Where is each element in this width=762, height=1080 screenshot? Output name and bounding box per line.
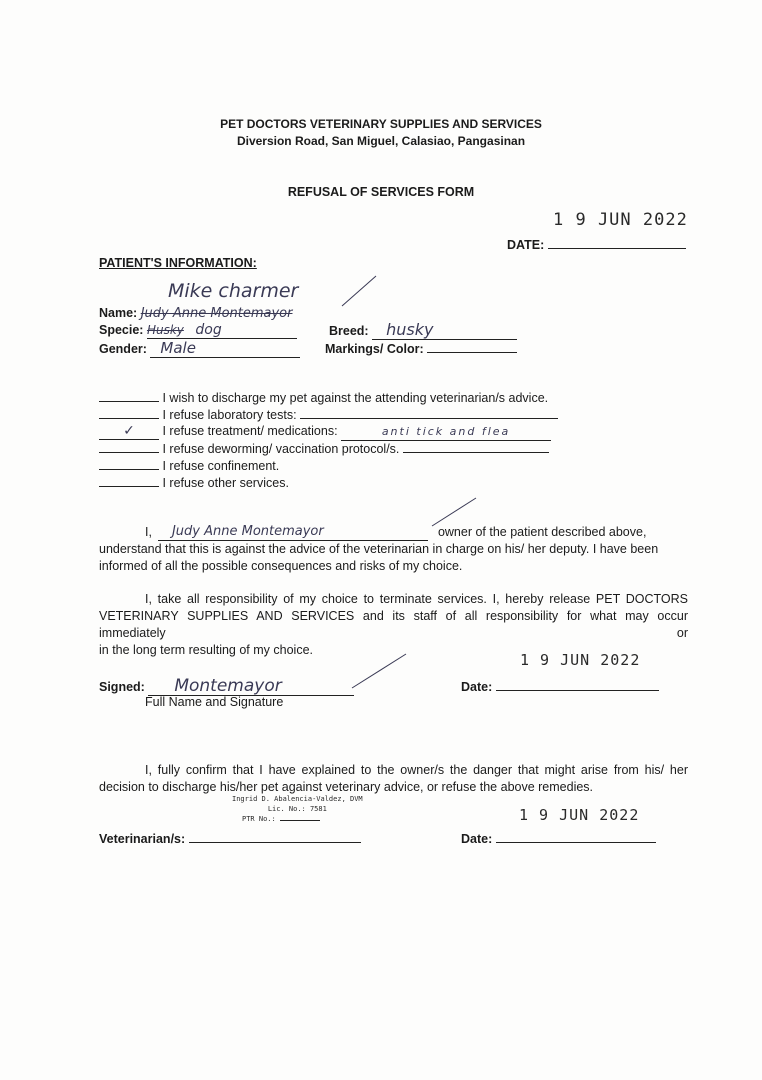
refusal-text: I refuse deworming/ vaccination protocol/s. xyxy=(162,442,400,456)
signed-date-stamp: 1 9 JUN 2022 xyxy=(520,651,641,669)
refusal-text: I refuse confinement. xyxy=(162,459,280,473)
signed-date-label: Date: xyxy=(461,680,493,694)
refusal-fill-value: anti tick and flea xyxy=(381,425,511,438)
refusal-fill-line xyxy=(403,440,549,453)
gender-field[interactable] xyxy=(99,340,300,358)
refusal-item[interactable] xyxy=(99,389,558,406)
breed-field[interactable] xyxy=(329,322,517,340)
refusal-fill-line xyxy=(300,406,558,419)
refusal-text: I refuse treatment/ medications: xyxy=(162,424,338,438)
refusal-item[interactable] xyxy=(99,423,558,440)
gender-value: Male xyxy=(160,339,196,357)
owner-name-handwritten: Judy Anne Montemayor xyxy=(171,524,324,539)
markings-line xyxy=(427,340,517,353)
vet-date-label: Date: xyxy=(461,832,493,846)
vet-license-stamp: Ingrid D. Abalencia-Valdez, DVM Lic. No.: 7581 PTR No.: xyxy=(232,795,363,823)
markings-field[interactable] xyxy=(325,340,517,357)
patient-info-heading: PATIENT'S INFORMATION: xyxy=(99,256,257,270)
specie-struck-value: Husky xyxy=(146,323,184,337)
refusal-item[interactable] xyxy=(99,406,558,423)
refusal-list xyxy=(99,389,558,491)
specie-field[interactable] xyxy=(99,322,297,339)
checkmark-icon: ✓ xyxy=(123,423,135,439)
owner-name-field[interactable] xyxy=(158,523,428,541)
organization-name: PET DOCTORS VETERINARY SUPPLIES AND SERVICES xyxy=(220,117,542,131)
owner-statement: I, Judy Anne Montemayor owner of the patient described above, understand that this is against the advice of the veterinarian in charge on his/ her deputy. I have been informed of all the possible consequences and risks of my choice. xyxy=(99,524,659,573)
specie-label: Specie: xyxy=(99,323,144,337)
form-title: REFUSAL OF SERVICES FORM xyxy=(287,185,475,199)
signed-caption: Full Name and Signature xyxy=(145,695,284,709)
refusal-item[interactable] xyxy=(99,457,558,474)
signature: Montemayor xyxy=(174,676,282,696)
vet-label: Veterinarian/s: xyxy=(99,832,186,846)
refusal-text: I refuse laboratory tests: xyxy=(162,408,297,422)
refusal-text: I wish to discharge my pet against the attending veterinarian/s advice. xyxy=(162,391,549,405)
specie-value: dog xyxy=(195,322,222,338)
refusal-text: I refuse other services. xyxy=(162,476,289,490)
organization-address: Diversion Road, San Miguel, Calasiao, Pangasinan xyxy=(236,134,526,148)
name-struck-value: Judy Anne Montemayor xyxy=(140,306,293,321)
refusal-item[interactable] xyxy=(99,474,558,491)
date-field[interactable] xyxy=(507,236,686,253)
vet-date-stamp: 1 9 JUN 2022 xyxy=(519,806,640,824)
markings-label: Markings/ Color: xyxy=(325,342,424,356)
date-label: DATE: xyxy=(507,238,545,252)
release-statement: I, take all responsibility of my choice to terminate services. I, hereby release PET DOCTORS VETERINARY SUPPLIES AND SERVICES and its staff of all responsibility for what may occur immediately or in the long term resulting of my choice. xyxy=(99,592,688,657)
patient-name-handwritten: Mike charmer xyxy=(168,280,299,302)
breed-label: Breed: xyxy=(329,324,369,338)
check-stroke-icon xyxy=(340,272,380,312)
gender-label: Gender: xyxy=(99,342,147,356)
breed-value: husky xyxy=(386,320,434,339)
name-label: Name: xyxy=(99,306,138,320)
signed-label: Signed: xyxy=(99,680,145,694)
signature-stroke-icon xyxy=(350,650,410,692)
date-stamp: 1 9 JUN 2022 xyxy=(553,210,688,230)
vet-statement: I, fully confirm that I have explained to the owner/s the danger that might arise from his/ her decision to discharge his/her pet against veterinary advice, or refuse the above remedies. xyxy=(99,763,688,794)
date-line xyxy=(548,236,686,249)
name-field[interactable] xyxy=(99,305,292,322)
vet-field[interactable] xyxy=(99,830,361,847)
vet-date-field[interactable] xyxy=(461,830,656,847)
signed-date-field[interactable] xyxy=(461,678,659,695)
refusal-item[interactable] xyxy=(99,440,558,457)
